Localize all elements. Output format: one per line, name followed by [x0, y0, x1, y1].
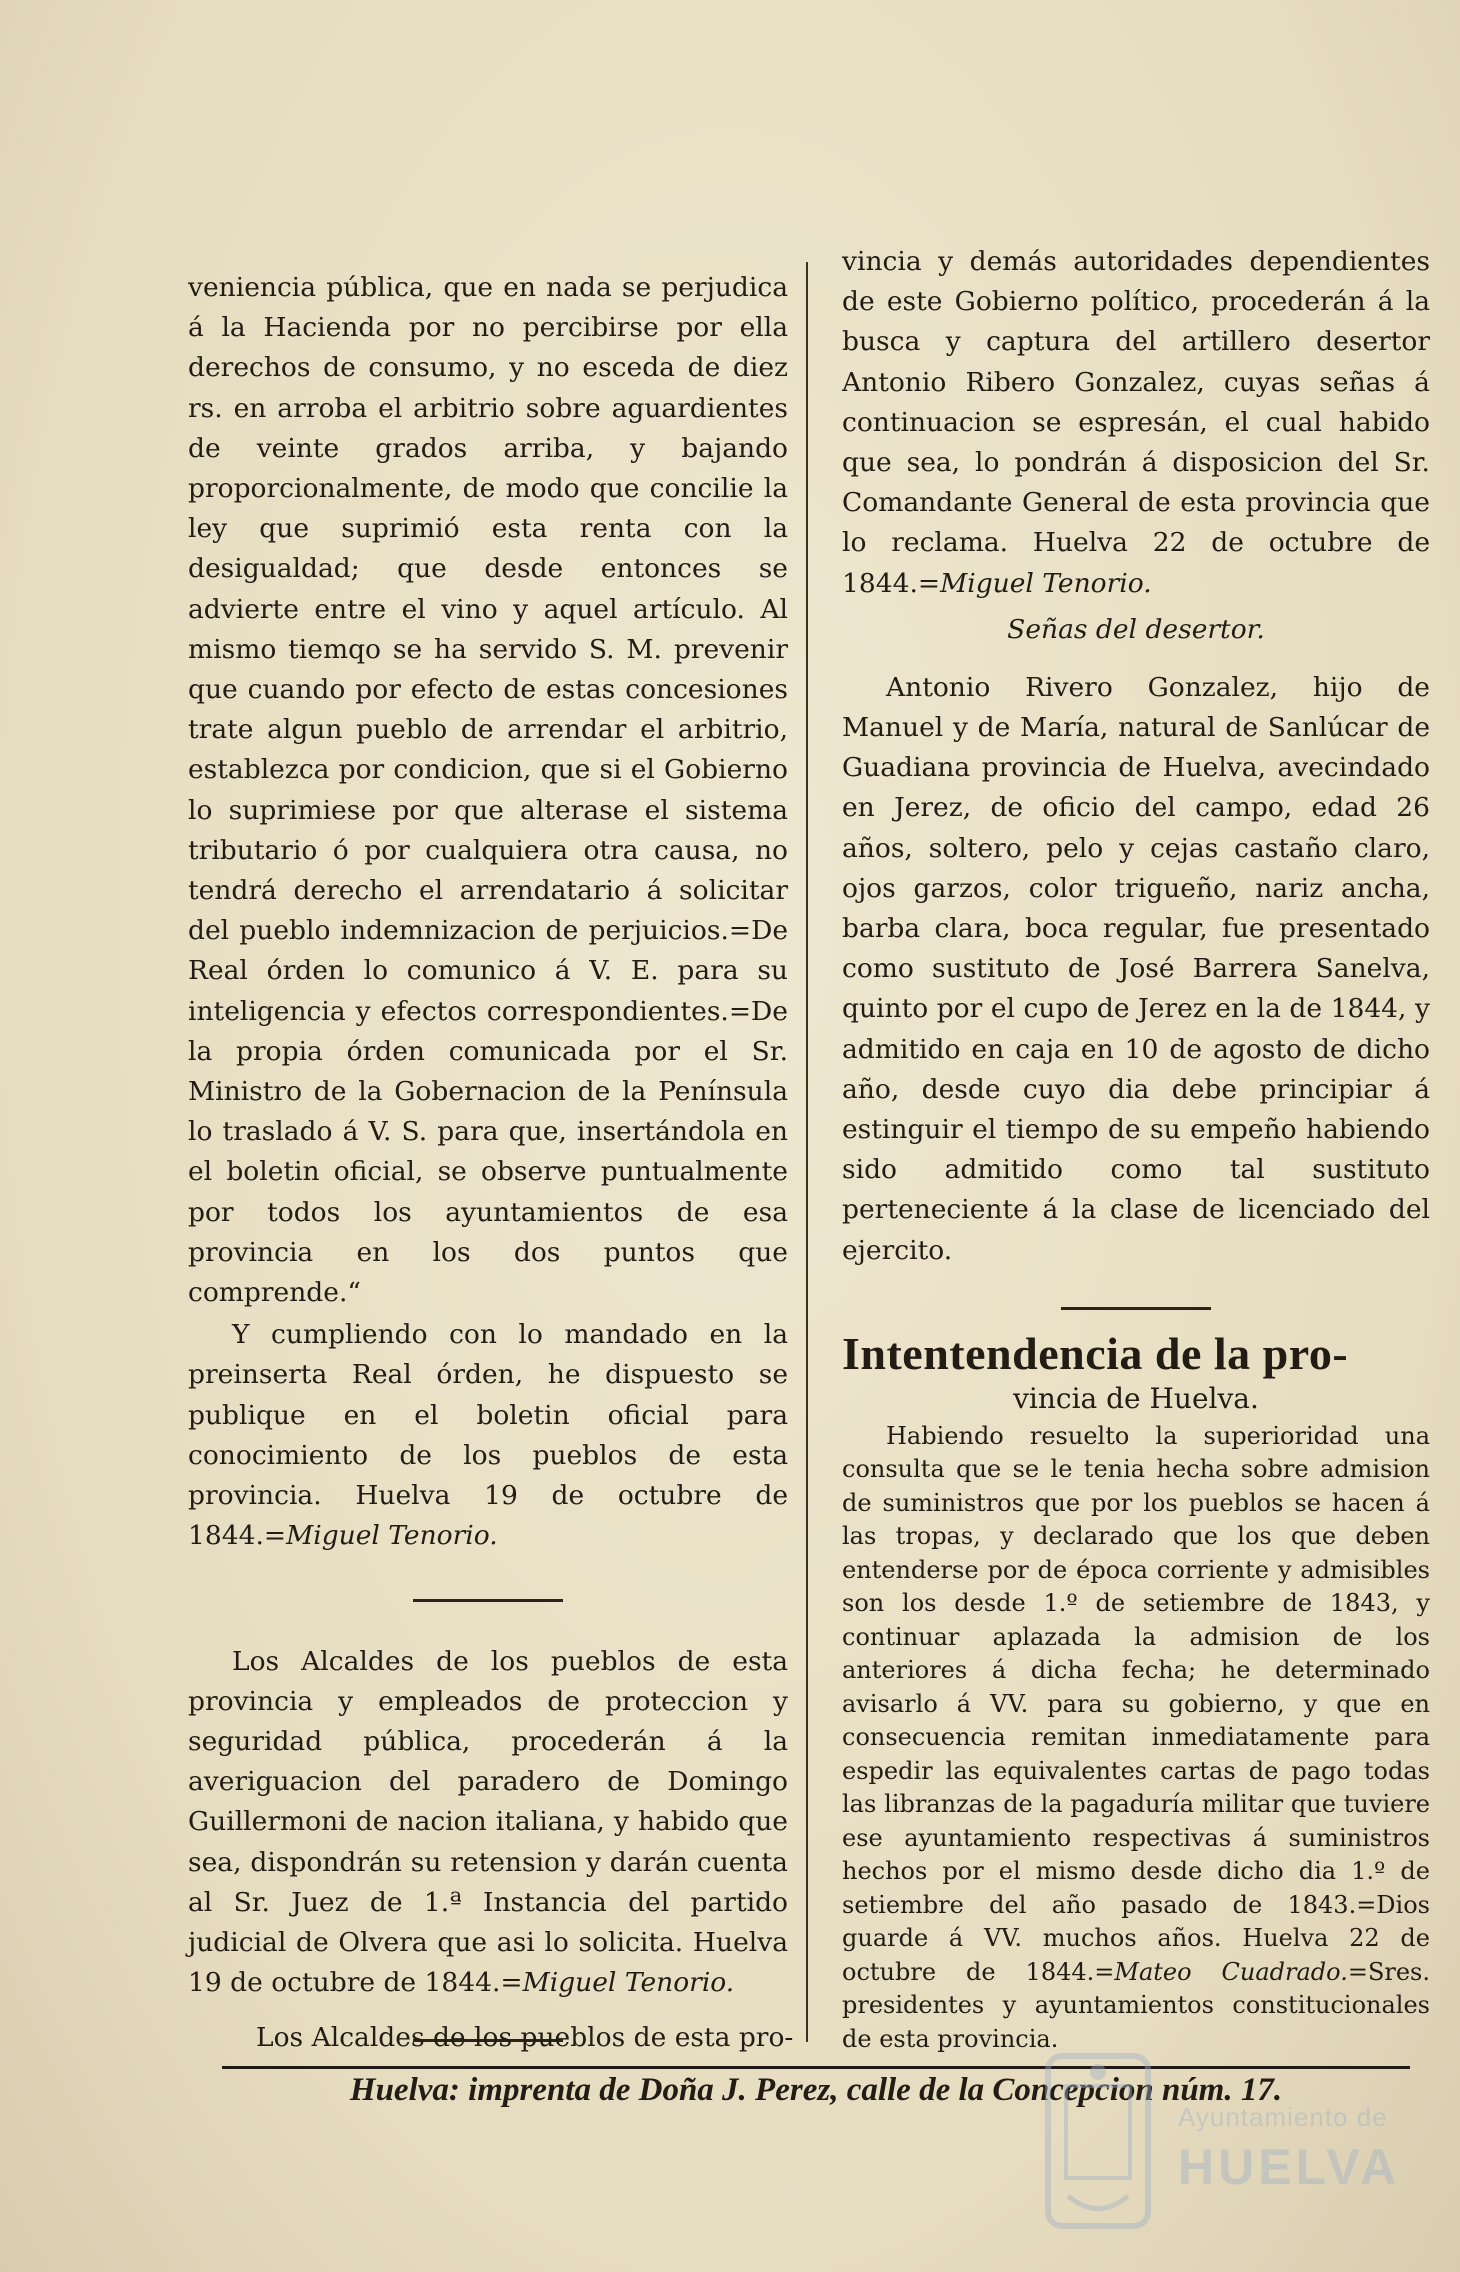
- right-paragraph-3-tail: =Sres. presidentes y ayuntamientos constitucionales de esta provincia.: [842, 1957, 1430, 2053]
- column-divider: [806, 262, 808, 2042]
- watermark: [1028, 2046, 1401, 2246]
- right-column: [842, 242, 1430, 2056]
- left-paragraph-1: veniencia pública, que en nada se perjudica á la Hacienda por no percibirse por ella derechos de consumo, y no esceda de diez rs. en arroba el arbitrio sobre aguardientes de veinte grados arriba, y bajando proporcionalmente, de modo que concilie la ley que suprimió esta renta con la desigualdad; que desde entonces se advierte entre el vino y aquel artículo. Al mismo tiemqo se ha servido S. M. prevenir que cuando por efecto de estas concesiones trate algun pueblo de arrendar el arbitrio, establezca por condicion, que si el Gobierno lo suprimiese por que alterase el sistema tributario ó por cualquiera otra causa, no tendrá derecho el arrendatario á solicitar del pueblo indemnizacion de perjuicios.=De Real órden lo comunico á V. E. para su inteligencia y efectos correspondientes.=De la propia órden comunicada por el Sr. Ministro de la Gobernacion de la Península lo traslado á V. S. para que, insertándola en el boletin oficial, se observe puntualmente por todos los ayuntamientos de esa provincia en los dos puntos que comprende.“: [188, 272, 788, 1309]
- deserter-subtitle: Señas del desertor.: [1007, 613, 1265, 645]
- left-paragraph-3: [188, 1642, 788, 2004]
- left-paragraph-2-text: Y cumpliendo con lo mandado en la preinserta Real órden, he dispuesto se publique en el boletin oficial para conocimiento de los pueblos de esta provincia. Huelva 19 de octubre de 1844.=: [188, 1319, 788, 1552]
- watermark-line-1: Ayuntamiento de: [1178, 2102, 1388, 2132]
- right-paragraph-1: [842, 242, 1430, 604]
- right-paragraph-2: Antonio Rivero Gonzalez, hijo de Manuel y de María, natural de Sanlúcar de Guadiana provincia de Huelva, avecindado en Jerez, de oficio del campo, edad 26 años, soltero, pelo y cejas castaño claro, ojos garzos, color trigueño, nariz ancha, barba clara, boca regular, fue presentado como sustituto de José Barrera Sanelva, quinto por el cupo de Jerez en la de 1844, y admitido en caja en 10 de agosto de dicho año, desde cuyo dia debe principiar á estinguir el tiempo de su empeño habiendo sido admitido como tal sustituto perteneciente á la clase de licenciado del ejercito.: [842, 671, 1430, 1266]
- right-paragraph-3: [842, 1420, 1430, 2057]
- right-paragraph-3-text: Habiendo resuelto la superioridad una consulta que se le tenia hecha sobre admision de suministros que por los pueblos se hacen á las tropas, y declarado que los que deben entenderse por de época corriente y admisibles son los desde 1.º de setiembre de 1843, y continuar aplazada la admision de los anteriores á dicha fecha; he determinado avisarlo á VV. para su gobierno, y que en consecuencia remitan inmediatamente para espedir las equivalentes cartas de pago todas las libranzas de la pagaduría militar que tuviere ese ayuntamiento respectivas á suministros hechos por el mismo desde dicho dia 1.º de setiembre del año pasado de 1843.=Dios guarde á VV. muchos años. Huelva 22 de octubre de 1844.=: [842, 1421, 1430, 1986]
- left-paragraph-3-signature: Miguel Tenorio.: [522, 1967, 735, 1999]
- right-paragraph-1-signature: Miguel Tenorio.: [940, 567, 1152, 599]
- left-paragraph-4: Los Alcaldes de los pueblos de esta pro-: [256, 2022, 794, 2053]
- section-subtitle: vincia de Huelva.: [1013, 1381, 1259, 1415]
- left-paragraph-2-signature: Miguel Tenorio.: [286, 1520, 498, 1552]
- coat-of-arms-icon: [1028, 2046, 1168, 2246]
- left-paragraph-2: [188, 1315, 788, 1556]
- left-paragraph-3-text: Los Alcaldes de los pueblos de esta provincia y empleados de proteccion y seguridad pública, procederán á la averiguacion del paradero de Domingo Guillermoni de nacion italiana, y habido que sea, dispondrán su retension y darán cuenta al Sr. Juez de 1.ª Instancia del partido judicial de Olvera que asi lo solicita. Huelva 19 de octubre de 1844.=: [188, 1645, 788, 1999]
- footer-imprint: Huelva: imprenta de Doña J. Perez, calle de la Concepcion núm. 17.: [349, 2072, 1283, 2108]
- right-paragraph-3-signature: Mateo Cuadrado.: [1114, 1957, 1348, 1986]
- right-paragraph-1-text: vincia y demás autoridades dependientes de este Gobierno político, procederán á la busca y captura del artillero desertor Antonio Ribero Gonzalez, cuyas señas á continuacion se espresán, el cual habido que sea, lo pondrán á disposicion del Sr. Comandante General de esta provincia que lo reclama. Huelva 22 de octubre de 1844.=: [842, 246, 1430, 599]
- separator-rule-3: [1061, 1307, 1211, 1310]
- section-title: Intentendencia de la pro-: [842, 1327, 1349, 1379]
- left-column: [188, 268, 788, 2042]
- separator-rule-1: [413, 1599, 563, 1602]
- watermark-line-2: HUELVA: [1178, 2139, 1401, 2195]
